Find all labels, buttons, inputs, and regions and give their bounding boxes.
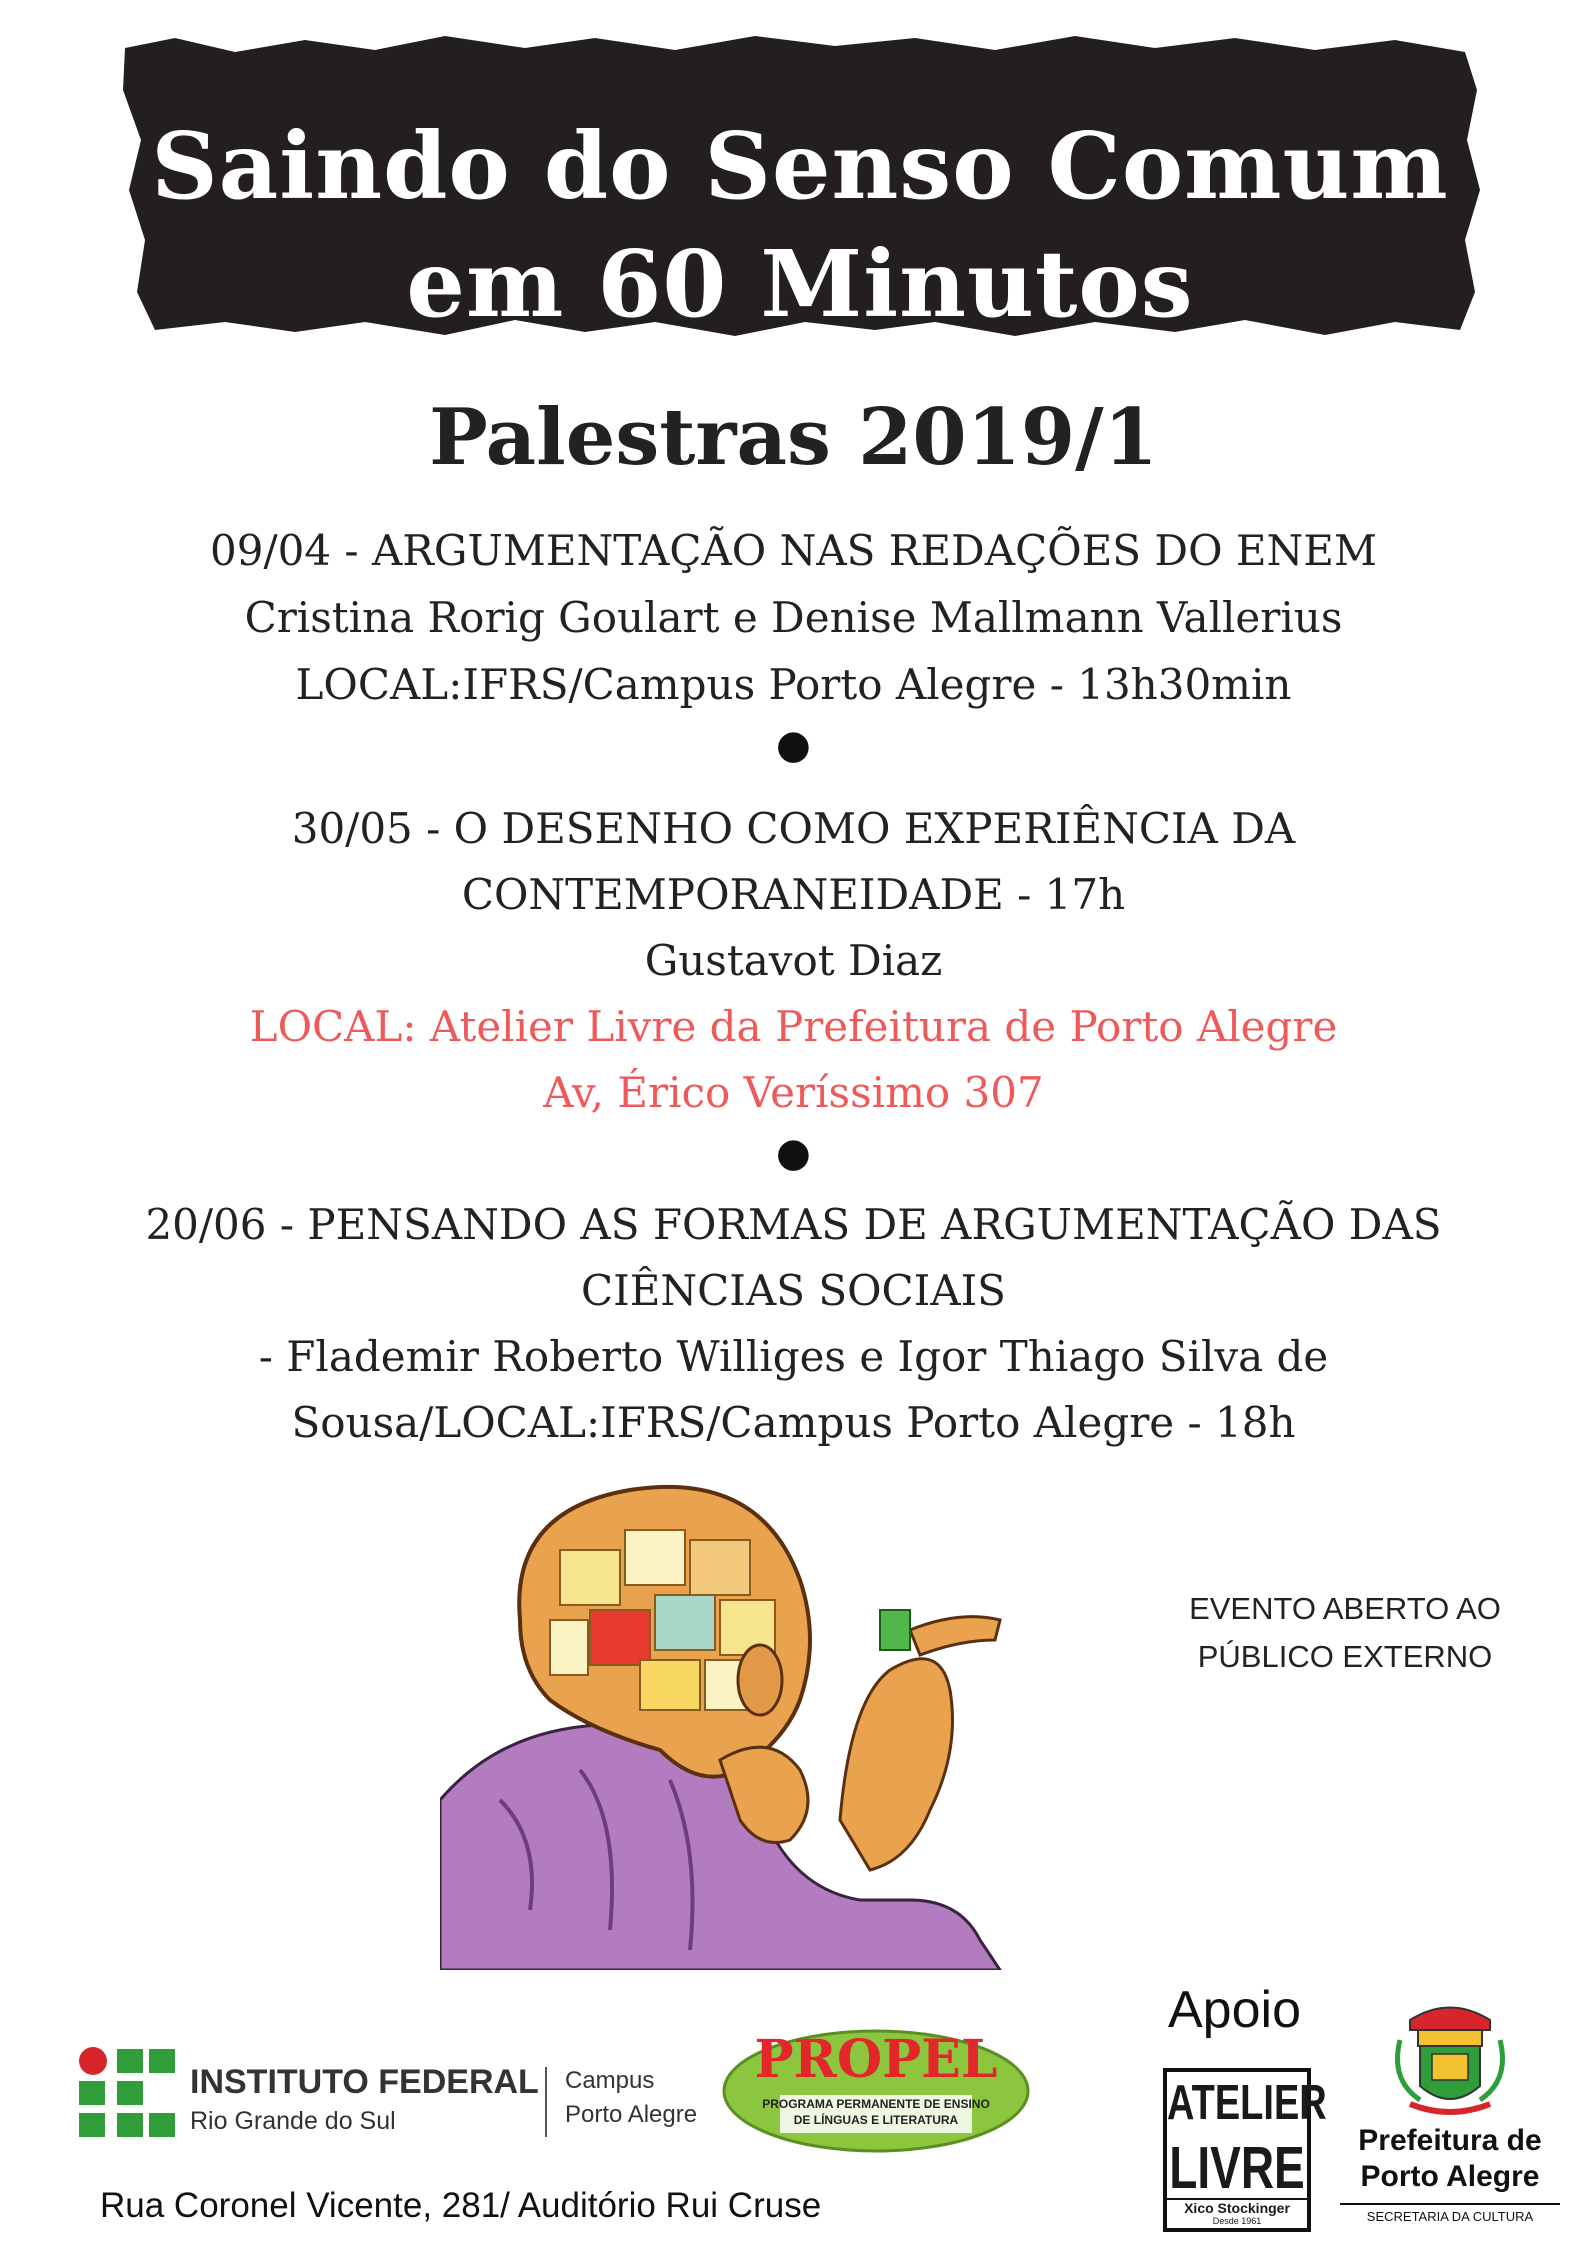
- event-3-speakers: - Flademir Roberto Williges e Igor Thiago Silva de: [258, 1332, 1329, 1381]
- if-region: Rio Grande do Sul: [190, 2107, 396, 2135]
- event-2-title-cont: CONTEMPORANEIDADE - 17h: [461, 870, 1126, 919]
- propel-name: PROPEL: [754, 2029, 998, 2090]
- event-1-location: LOCAL:IFRS/Campus Porto Alegre - 13h30min: [295, 660, 1292, 709]
- atelier-line-1: ATELIER: [1167, 2076, 1327, 2131]
- title-line-1: Saindo do Senso Comum: [151, 112, 1449, 220]
- event-2-location: LOCAL: Atelier Livre da Prefeitura de Porto Alegre: [249, 1002, 1338, 1051]
- puzzle-head-illustration: [440, 1470, 1067, 1970]
- event-3-title: 20/06 - PENSANDO AS FORMAS DE ARGUMENTAÇÃO DAS: [145, 1200, 1442, 1249]
- poa-line-3: SECRETARIA DA CULTURA: [1340, 2203, 1560, 2224]
- propel-sub-1: PROGRAMA PERMANENTE DE ENSINO: [762, 2097, 990, 2111]
- if-name: INSTITUTO FEDERAL: [190, 2063, 539, 2101]
- prefeitura-porto-alegre-logo: [1340, 2000, 1560, 2232]
- atelier-line-2: LIVRE: [1169, 2133, 1305, 2201]
- city-coat-of-arms-icon: [1340, 2000, 1560, 2120]
- open-event-notice: [1140, 1585, 1550, 1681]
- event-2-title: 30/05 - O DESENHO COMO EXPERIÊNCIA DA: [291, 804, 1296, 853]
- propel-logo: [720, 2025, 1032, 2153]
- poa-line-2: Porto Alegre: [1360, 2160, 1540, 2193]
- if-logo-dot-icon: [79, 2047, 107, 2075]
- event-3-title-cont: CIÊNCIAS SOCIAIS: [581, 1266, 1006, 1315]
- poa-line-1: Prefeitura de: [1358, 2124, 1542, 2157]
- event-1-speakers: Cristina Rorig Goulart e Denise Mallmann Vallerius: [244, 593, 1343, 642]
- instituto-federal-logo: [75, 2045, 715, 2145]
- bullet-separator: ●: [776, 1130, 811, 1176]
- subtitle: Palestras 2019/1: [429, 392, 1158, 483]
- open-event-line-1: EVENTO ABERTO AO: [1189, 1591, 1501, 1626]
- support-label: Apoio: [1168, 1981, 1301, 2039]
- if-campus-label: Campus: [565, 2067, 655, 2094]
- event-1-title: 09/04 - ARGUMENTAÇÃO NAS REDAÇÕES DO ENEM: [210, 526, 1377, 575]
- title-line-2: em 60 Minutos: [406, 230, 1194, 338]
- bullet-separator: ●: [776, 722, 811, 768]
- propel-sub-2: DE LÍNGUAS E LITERATURA: [793, 2113, 959, 2127]
- atelier-livre-logo: [1163, 2068, 1327, 2232]
- venue-address: Rua Coronel Vicente, 281/ Auditório Rui Cruse: [100, 2186, 822, 2225]
- event-2-speaker: Gustavot Diaz: [644, 936, 943, 985]
- atelier-line-3: Xico Stockinger: [1167, 2198, 1307, 2216]
- event-2-address: Av, Érico Veríssimo 307: [543, 1068, 1044, 1117]
- if-campus-name: Porto Alegre: [565, 2101, 698, 2128]
- atelier-line-4: Desde 1961: [1212, 2216, 1262, 2226]
- open-event-line-2: PÚBLICO EXTERNO: [1197, 1639, 1493, 1674]
- event-3-location: Sousa/LOCAL:IFRS/Campus Porto Alegre - 18h: [291, 1398, 1296, 1447]
